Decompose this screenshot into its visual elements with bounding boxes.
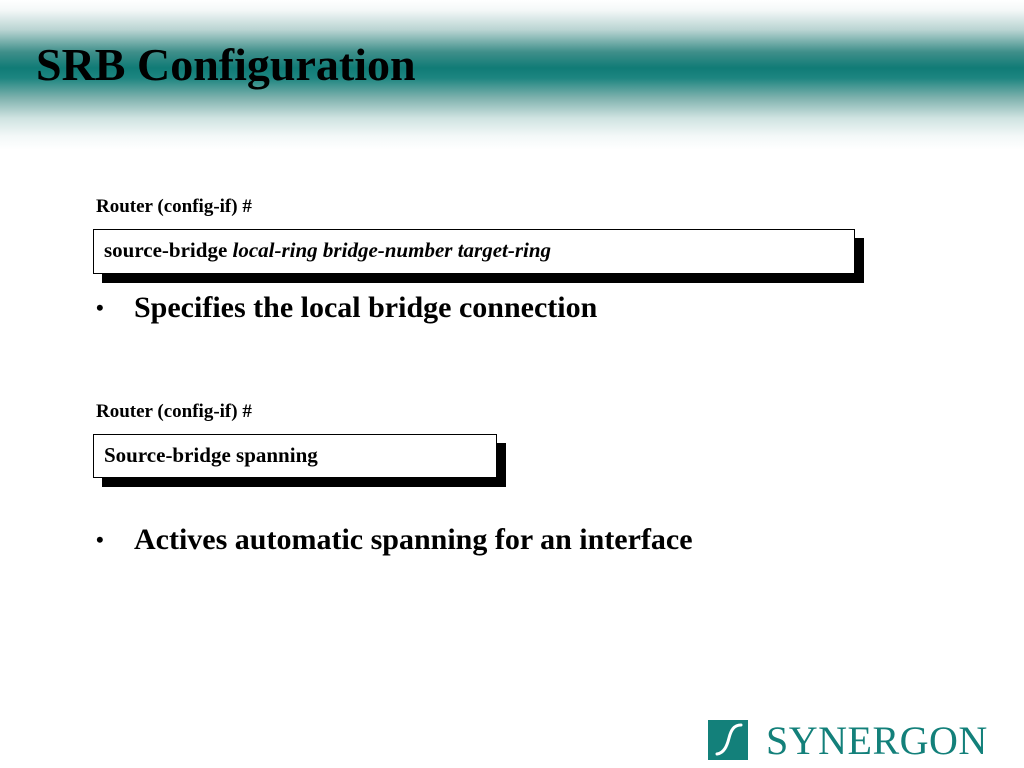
bullet-item-2 <box>96 520 896 560</box>
command-box-1 <box>93 229 864 283</box>
bullet-text: Actives automatic spanning for an interface <box>134 523 693 556</box>
command-keyword: source-bridge <box>104 238 228 262</box>
bullet-text: Specifies the local bridge connection <box>134 291 598 324</box>
router-prompt-1: Router (config-if) # <box>96 196 252 217</box>
command-box-2 <box>93 434 506 487</box>
synergon-logo-mark-icon <box>708 720 748 760</box>
bullet-dot-icon: • <box>96 527 104 552</box>
bullet-dot-icon: • <box>96 295 104 320</box>
bullet-item-1 <box>96 288 896 328</box>
router-prompt-2: Router (config-if) # <box>96 401 252 422</box>
command-box-content <box>93 434 497 478</box>
synergon-logo <box>708 720 1008 762</box>
command-box-content <box>93 229 855 274</box>
synergon-logo-text: SYNERGON <box>766 718 988 763</box>
slide-title: SRB Configuration <box>36 39 416 90</box>
command-text: Source-bridge spanning <box>104 443 318 467</box>
command-arguments: local-ring bridge-number target-ring <box>232 238 552 262</box>
